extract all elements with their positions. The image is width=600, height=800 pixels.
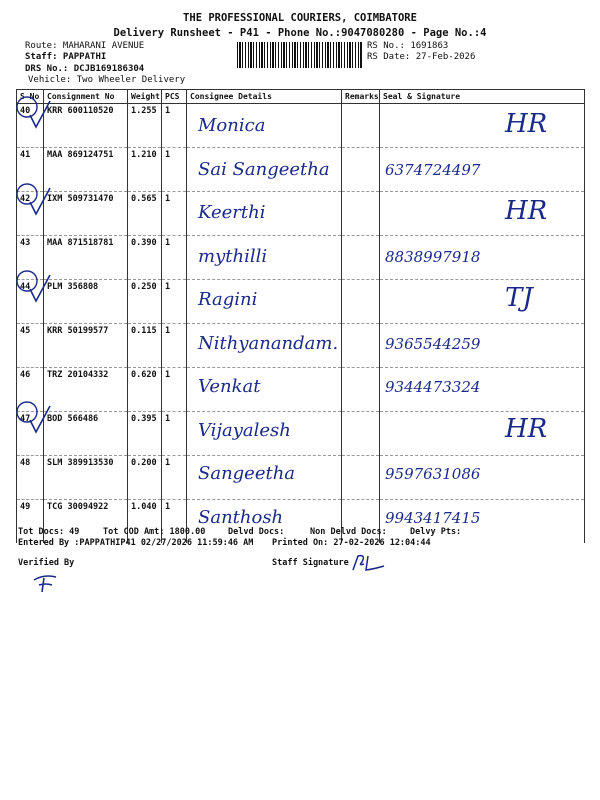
consignment-number: KRR 600110520 [44,104,128,148]
remarks-cell [342,456,380,500]
table-row [17,280,585,324]
handwritten-signature: 9597631086 [385,465,481,483]
remarks-cell [342,192,380,236]
serial-number: 44 [17,280,44,324]
weight-value: 0.250 [128,280,162,324]
rs-number: RS No.: 1691863 [367,41,449,51]
runsheet-table [16,89,585,543]
delivery-points: Delvy Pts: [410,527,462,537]
remarks-cell [342,324,380,368]
pcs-value: 1 [162,412,187,456]
handwritten-signature: 6374724497 [385,160,481,179]
delivered-docs: Delvd Docs: [228,527,285,537]
table-row [17,456,585,500]
vehicle-label: Vehicle: Two Wheeler Delivery [28,75,186,85]
check-mark-icon [14,95,59,135]
table-row [17,500,585,544]
check-mark-icon [14,400,59,440]
weight-value: 0.200 [128,456,162,500]
signature-cell [380,412,585,456]
consignment-number: BOD 566486 [44,412,128,456]
handwritten-signature: 8838997918 [385,247,481,266]
table-row [17,412,585,456]
remarks-cell [342,148,380,192]
handwritten-consignee: Sai Sangeetha [198,158,330,180]
table-row [17,236,585,280]
pcs-value: 1 [162,368,187,412]
handwritten-consignee: Keerthi [198,202,266,223]
table-row [17,104,585,148]
entered-by: Entered By :PAPPATHIP41 02/27/2026 11:59:46 AM [18,538,254,548]
handwritten-signature: TJ [505,283,533,313]
handwritten-consignee: Sangeetha [198,463,296,484]
signature-cell [380,280,585,324]
serial-number: 41 [17,148,44,192]
col-sno: S No [17,90,44,104]
col-remarks: Remarks [342,90,380,104]
weight-value: 1.255 [128,104,162,148]
handwritten-signature: 9365544259 [385,334,481,353]
weight-value: 0.565 [128,192,162,236]
pcs-value: 1 [162,236,187,280]
total-docs: Tot Docs: 49 [18,527,80,537]
col-consignee: Consignee Details [187,90,342,104]
remarks-cell [342,412,380,456]
handwritten-consignee: Santhosh [198,506,284,528]
pcs-value: 1 [162,148,187,192]
signature-cell [380,192,585,236]
handwritten-signature: HR [505,196,548,226]
barcode [237,42,363,68]
company-title: THE PROFESSIONAL COURIERS, COIMBATORE [183,12,417,24]
handwritten-consignee: Nithyanandam. [198,332,339,354]
serial-number: 48 [17,456,44,500]
remarks-cell [342,236,380,280]
printed-on: Printed On: 27-02-2026 12:04:44 [272,538,431,548]
serial-number: 40 [17,104,44,148]
weight-value: 1.210 [128,148,162,192]
handwritten-consignee: Venkat [198,376,261,397]
weight-value: 1.040 [128,500,162,544]
pcs-value: 1 [162,324,187,368]
table-header-row [17,90,585,104]
handwritten-consignee: Ragini [198,289,258,310]
remarks-cell [342,104,380,148]
pcs-value: 1 [162,280,187,324]
consignment-number: MAA 869124751 [44,148,128,192]
weight-value: 0.390 [128,236,162,280]
serial-number: 49 [17,500,44,544]
total-cod: Tot COD Amt: 1800.00 [103,527,206,537]
runsheet-title: Delivery Runsheet - P41 - Phone No.:9047080280 - Page No.:4 [113,27,487,39]
consignment-number: TRZ 20104332 [44,368,128,412]
handwritten-signature: 9344473324 [385,378,481,396]
handwritten-signature: HR [505,109,548,139]
consignment-number: MAA 871518781 [44,236,128,280]
staff-signature [350,552,390,574]
col-seal-signature: Seal & Signature [380,90,585,104]
serial-number: 42 [17,192,44,236]
pcs-value: 1 [162,104,187,148]
col-pcs: PCS [162,90,187,104]
non-delivered-docs: Non Delvd Docs: [310,527,387,537]
handwritten-consignee: Monica [198,115,266,136]
drs-label: DRS No.: DCJB169186304 [25,64,145,74]
rs-date: RS Date: 27-Feb-2026 [367,52,476,62]
serial-number: 43 [17,236,44,280]
col-weight: Weight [128,90,162,104]
remarks-cell [342,280,380,324]
handwritten-consignee: mythilli [198,245,268,267]
consignment-number: SLM 389913530 [44,456,128,500]
remarks-cell [342,368,380,412]
handwritten-signature: HR [505,413,548,444]
check-mark-icon [14,182,59,222]
consignment-number: KRR 50199577 [44,324,128,368]
col-consignment: Consignment No [44,90,128,104]
check-mark-icon [14,269,59,309]
handwritten-signature: 9943417415 [385,508,481,527]
serial-number: 47 [17,412,44,456]
consignment-number: TCG 30094922 [44,500,128,544]
weight-value: 0.620 [128,368,162,412]
consignment-number: PLM 356808 [44,280,128,324]
pcs-value: 1 [162,456,187,500]
serial-number: 45 [17,324,44,368]
pcs-value: 1 [162,192,187,236]
verifier-signature [30,570,70,596]
consignment-number: IXM 509731470 [44,192,128,236]
signature-cell [380,104,585,148]
handwritten-consignee: Vijayalesh [198,419,291,441]
table-row [17,368,585,412]
staff-label: Staff: PAPPATHI [25,52,107,62]
serial-number: 46 [17,368,44,412]
pcs-value: 1 [162,500,187,544]
verified-by: Verified By [18,558,75,568]
table-row [17,192,585,236]
weight-value: 0.115 [128,324,162,368]
route-label: Route: MAHARANI AVENUE [25,41,145,51]
staff-signature-label: Staff Signature [272,558,349,568]
weight-value: 0.395 [128,412,162,456]
